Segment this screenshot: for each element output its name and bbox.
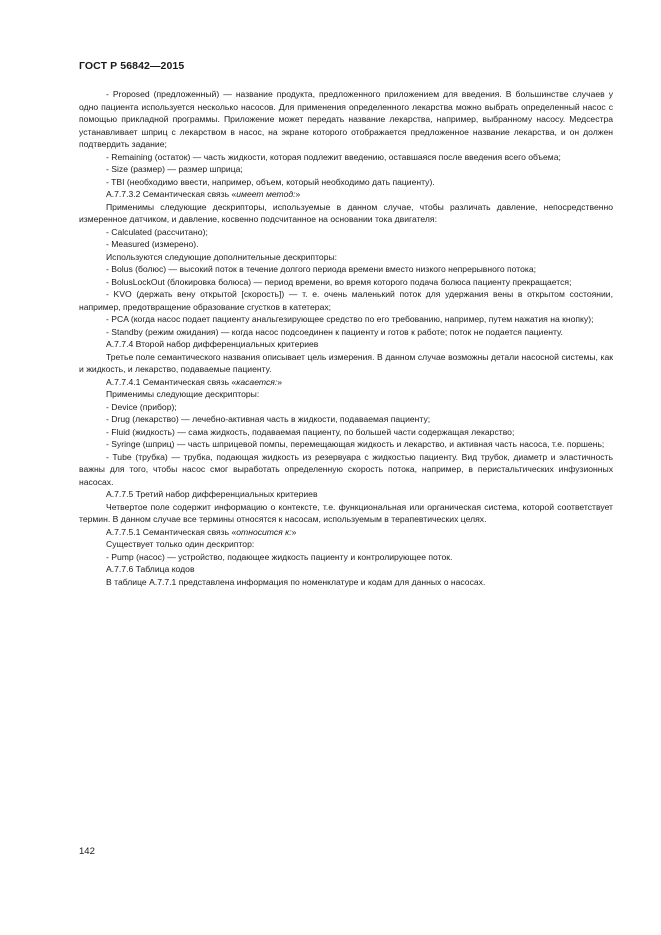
paragraph: - Size (размер) — размер шприца; <box>106 164 243 174</box>
paragraph: - Pump (насос) — устройство, подающее жидкость пациенту и контролирующее поток. <box>106 551 453 562</box>
document-header: ГОСТ Р 56842—2015 <box>79 60 185 72</box>
paragraph: - TBI (необходимо ввести, например, объем, который необходимо дать пациенту). <box>106 176 435 187</box>
section-heading: А.7.7.5 Третий набор дифференциальных критериев <box>106 489 318 499</box>
section-heading: А.7.7.6 Таблица кодов <box>106 564 195 574</box>
paragraph: - KVO (держать вену открытой [скорость]) — т. е. очень маленький поток для удержания вены в открытом состоянии, например, предотвращение образование сгустков в катетерах; <box>79 289 613 312</box>
document-body <box>79 88 613 588</box>
section-heading <box>79 526 613 539</box>
paragraph: - PCA (когда насос подает пациенту анальгезирующее средство по его требованию, например, путем нажатия на кнопку); <box>106 314 594 324</box>
heading-text: А.7.7.3.2 Семантическая связь « <box>106 189 237 199</box>
heading-text: А.7.7.5.1 Семантическая связь « <box>106 526 237 537</box>
relation-name: имеет метод: <box>236 189 296 199</box>
paragraph: В таблице А.7.7.1 представлена информация по номенклатуре и кодам для данных о насосах. <box>106 576 486 587</box>
close-quote: » <box>277 376 282 387</box>
paragraph: - Fluid (жидкость) — сама жидкость, подаваемая пациенту, по большей части содержащая лекарство; <box>106 426 515 437</box>
paragraph: - Remaining (остаток) — часть жидкости, которая подлежит введению, оставшаяся после введения всего объема; <box>106 151 561 162</box>
paragraph: Третье поле семантического названия описывает цель измерения. В данном случае возможны детали насосной системы, как и жидкость, и лекарство, подаваемые пациенту. <box>79 351 613 374</box>
paragraph: Используются следующие дополнительные дескрипторы: <box>106 251 338 262</box>
close-quote: » <box>291 526 297 537</box>
paragraph: - Standby (режим ожидания) — когда насос подсоединен к пациенту и готов к работе; поток не подается пациенту. <box>106 326 563 337</box>
heading-text: А.7.7.4.1 Семантическая связь « <box>106 376 237 387</box>
relation-name: касается: <box>236 376 278 387</box>
paragraph: Применимы следующие дескрипторы, используемые в данном случае, чтобы различать давление, непосредственно измеренное датчиком, и давление, косвенно подсчитанное на основании тока двигателя: <box>79 201 613 224</box>
paragraph: - Proposed (предложенный) — название продукта, предложенного приложением для введения. В большинстве случаев у одно пациента используется несколько насосов. Для применения определенного лекарства можно выбрать определенный насос с помощью прикладной программы. Приложение может передать название лекарства, например, выбранному насосу. Медсестра устанавливает шприц с лекарством в насос, на экране которого отображается предложенное название лекарства, и он должен подтвердить задание; <box>79 89 613 149</box>
paragraph: - Device (прибор); <box>106 401 177 412</box>
paragraph: - Tube (трубка) — трубка, подающая жидкость из резервуара с жидкостью пациенту. Вид трубок, диаметр и эластичность важны для того, чтобы насос смог выработать определенную скорость потока, например, в перистальтических инфузионных насосах. <box>79 451 613 487</box>
paragraph: - Measured (измерено). <box>106 239 199 249</box>
page-number: 142 <box>79 846 95 857</box>
paragraph: - Drug (лекарство) — лечебно-активная часть в жидкости, подаваемая пациенту; <box>106 414 431 424</box>
paragraph: - Bolus (болюс) — высокий поток в течение долгого периода времени вместо низкого непрерывного потока; <box>106 264 536 274</box>
section-heading <box>79 188 613 201</box>
paragraph: - Calculated (рассчитано); <box>106 226 208 237</box>
paragraph: - Syringe (шприц) — часть шприцевой помпы, перемещающая жидкость и лекарство, и активная часть насоса, т.е. поршень; <box>106 439 605 449</box>
paragraph: Применимы следующие дескрипторы: <box>106 389 260 399</box>
paragraph: Четвертое поле содержит информацию о контексте, т.е. функциональная или органическая система, которой соответствует термин. В данном случае все термины относятся к насосам, используемым в терапевтических целях. <box>79 501 613 524</box>
section-heading <box>79 376 613 389</box>
paragraph: Существует только один дескриптор: <box>106 539 255 549</box>
relation-name: относится к: <box>236 526 292 537</box>
close-quote: » <box>295 189 301 199</box>
section-heading: А.7.7.4 Второй набор дифференциальных критериев <box>106 339 319 349</box>
paragraph: - BolusLockOut (блокировка болюса) — период времени, во время которого подача болюса пациенту прекращается; <box>106 276 572 287</box>
